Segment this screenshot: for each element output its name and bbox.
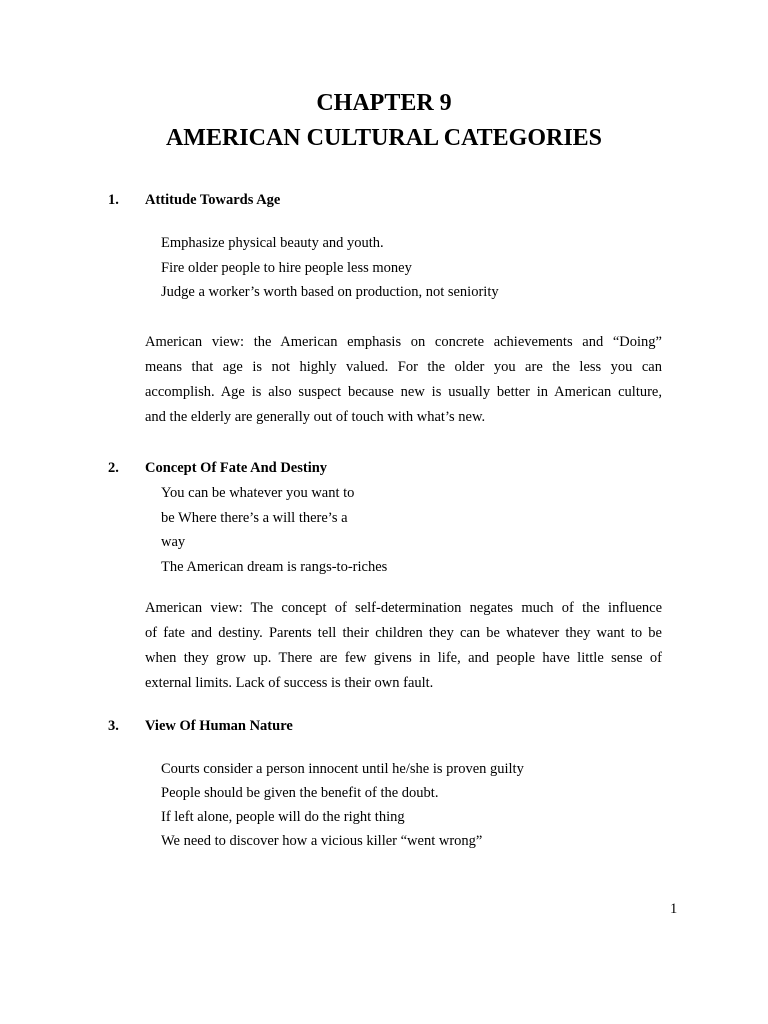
paragraph-line: when they grow up. There are few givens in life, and people have little sense of bbox=[145, 650, 662, 666]
section-1-item: Emphasize physical beauty and youth. bbox=[161, 235, 384, 251]
section-1-paragraph bbox=[145, 330, 662, 430]
paragraph-line: American view: the American emphasis on concrete achievements and “Doing” bbox=[145, 334, 662, 350]
section-3-item: Courts consider a person innocent until he/she is proven guilty bbox=[161, 761, 524, 777]
section-1-item: Fire older people to hire people less money bbox=[161, 260, 412, 276]
chapter-number: CHAPTER 9 bbox=[316, 90, 452, 116]
section-2-paragraph bbox=[145, 596, 662, 696]
section-3-number: 3. bbox=[108, 718, 119, 734]
paragraph-line: accomplish. Age is also suspect because new is usually better in American culture, bbox=[145, 384, 662, 400]
section-2-heading: Concept Of Fate And Destiny bbox=[145, 460, 328, 476]
chapter-title: AMERICAN CULTURAL CATEGORIES bbox=[165, 125, 603, 151]
paragraph-line: and the elderly are generally out of touch with what’s new. bbox=[145, 409, 486, 425]
paragraph-line: of fate and destiny. Parents tell their children they can be whatever they want to be bbox=[145, 625, 662, 641]
section-2-item: You can be whatever you want to bbox=[161, 485, 355, 501]
section-2-number: 2. bbox=[108, 460, 119, 476]
section-1-heading: Attitude Towards Age bbox=[145, 192, 281, 208]
section-1-number: 1. bbox=[108, 192, 119, 208]
section-3-heading: View Of Human Nature bbox=[145, 718, 293, 734]
section-2-item: way bbox=[161, 534, 186, 550]
section-2-item: be Where there’s a will there’s a bbox=[161, 510, 348, 526]
section-3-item: People should be given the benefit of the doubt. bbox=[161, 785, 439, 801]
paragraph-line: means that age is not highly valued. For the older you are the less you can bbox=[145, 359, 662, 375]
section-3-item: We need to discover how a vicious killer “went wrong” bbox=[161, 833, 483, 849]
paragraph-line: American view: The concept of self-determination negates much of the influence bbox=[145, 600, 662, 616]
section-3-item: If left alone, people will do the right thing bbox=[161, 809, 405, 825]
section-2-item: The American dream is rangs-to-riches bbox=[161, 559, 388, 575]
page-number: 1 bbox=[670, 901, 678, 917]
section-1-item: Judge a worker’s worth based on production, not seniority bbox=[161, 284, 499, 300]
paragraph-line: external limits. Lack of success is their own fault. bbox=[145, 675, 434, 691]
